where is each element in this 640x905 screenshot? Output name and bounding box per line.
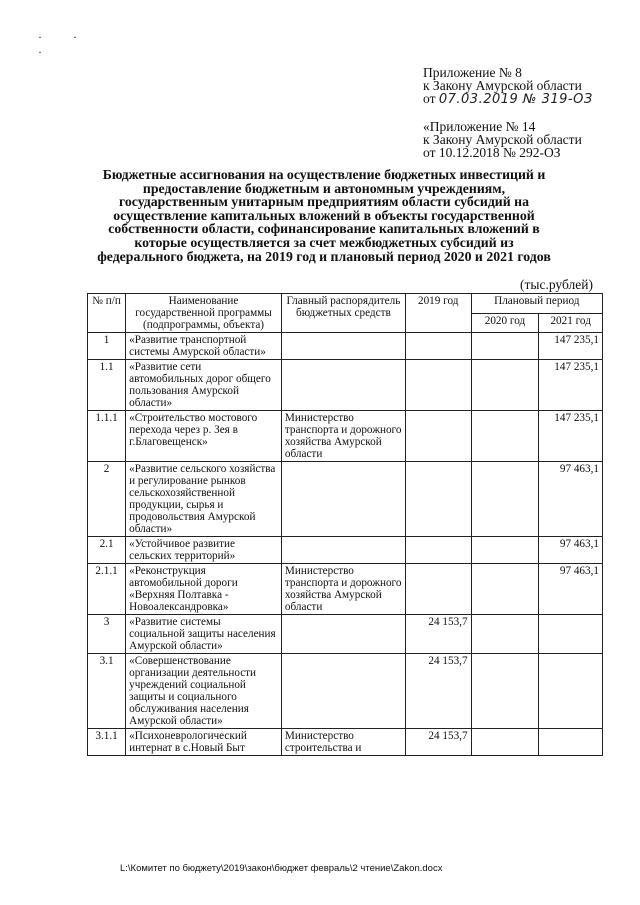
header-num: № п/п [88, 294, 126, 333]
row-2019 [405, 462, 471, 537]
row-name: «Развитие системы социальной защиты населения Амурской области» [126, 615, 282, 654]
table-row [88, 564, 603, 615]
appendix-14-date: от 10.12.2018 № 292-ОЗ [423, 145, 561, 160]
appendix-8-block [423, 66, 593, 106]
row-name: «Развитие сельского хозяйства и регулирование рынков сельскохозяйственной продукции, сырья и продовольствия Амурской области» [126, 462, 282, 537]
row-2021: 147 235,1 [539, 411, 603, 462]
scan-artifact-dots: · · · [38, 30, 91, 59]
row-2021: 97 463,1 [539, 462, 603, 537]
header-2020: 2020 год [471, 313, 539, 333]
row-2021: 97 463,1 [539, 537, 603, 564]
header-name: Наименование государственной программы (подпрограммы, объекта) [126, 294, 282, 333]
row-2021 [539, 615, 603, 654]
row-manager: Министерство транспорта и дорожного хозяйства Амурской области [281, 564, 405, 615]
appendix-8-date: от 07.03.2019 № 319-ОЗ [423, 91, 593, 107]
appendix-8-law: к Закону Амурской области [423, 78, 582, 93]
row-name: «Совершенствование организации деятельности учреждений социальной защиты и социального обслуживания населения Амурской области» [126, 654, 282, 729]
row-manager [281, 615, 405, 654]
header-2019: 2019 год [405, 294, 471, 333]
units-label: (тыс.рублей) [520, 277, 593, 292]
row-2020 [471, 411, 539, 462]
row-name: «Строительство мостового перехода через р. Зея в г.Благовещенск» [126, 411, 282, 462]
row-2020 [471, 564, 539, 615]
document-title: Бюджетные ассигнования на осуществление бюджетных инвестиций и предоставление бюджетным и автономным учреждениям, государственным унитарным предприятиям области субсидий на осуществление капитальных вложений в объекты государственной собственности области, софинансирование капитальных вложений в которые осуществляется за счет межбюджетных субсидий из федерального бюджета, на 2019 год и плановый период 2020 и 2021 годов [97, 167, 551, 264]
header-2021: 2021 год [539, 313, 603, 333]
row-num: 3.1 [88, 654, 126, 729]
table-row [88, 411, 603, 462]
row-2021: 147 235,1 [539, 360, 603, 411]
row-num: 3.1.1 [88, 729, 126, 756]
file-path-footer: L:\Комитет по бюджету\2019\закон\бюджет февраль\2 чтение\Zakon.docx [120, 863, 443, 874]
row-2019 [405, 360, 471, 411]
row-manager: Министерство транспорта и дорожного хозяйства Амурской области [281, 411, 405, 462]
table-row [88, 729, 603, 756]
row-2019 [405, 537, 471, 564]
table-row [88, 360, 603, 411]
row-2020 [471, 729, 539, 756]
table-row [88, 537, 603, 564]
table-row [88, 615, 603, 654]
appendix-14-block [423, 120, 582, 159]
row-num: 2.1.1 [88, 564, 126, 615]
row-name: «Реконструкция автомобильной дороги «Верхняя Полтавка - Новоалександровка» [126, 564, 282, 615]
appendix-14-title: «Приложение № 14 [423, 119, 536, 134]
appendix-14-law: к Закону Амурской области [423, 132, 582, 147]
row-num: 3 [88, 615, 126, 654]
row-2021 [539, 729, 603, 756]
row-2020 [471, 333, 539, 360]
row-2019: 24 153,7 [405, 729, 471, 756]
row-2019 [405, 411, 471, 462]
row-num: 2 [88, 462, 126, 537]
row-name: «Психоневрологический интернат в с.Новый Быт [126, 729, 282, 756]
row-manager [281, 333, 405, 360]
row-2019: 24 153,7 [405, 615, 471, 654]
row-2020 [471, 462, 539, 537]
header-manager: Главный распорядитель бюджетных средств [281, 294, 405, 333]
row-2020 [471, 654, 539, 729]
row-num: 2.1 [88, 537, 126, 564]
header-planned-period: Плановый период [471, 294, 602, 314]
row-name: «Устойчивое развитие сельских территорий» [126, 537, 282, 564]
table-row [88, 333, 603, 360]
row-2020 [471, 360, 539, 411]
row-manager [281, 537, 405, 564]
row-2020 [471, 615, 539, 654]
appendix-8-title: Приложение № 8 [423, 65, 522, 80]
row-2021: 147 235,1 [539, 333, 603, 360]
row-2019: 24 153,7 [405, 654, 471, 729]
row-2019 [405, 564, 471, 615]
table-row [88, 654, 603, 729]
row-name: «Развитие транспортной системы Амурской области» [126, 333, 282, 360]
row-manager [281, 360, 405, 411]
row-name: «Развитие сети автомобильных дорог общего пользования Амурской области» [126, 360, 282, 411]
budget-table [87, 293, 603, 756]
row-num: 1.1 [88, 360, 126, 411]
row-2021 [539, 654, 603, 729]
handwritten-date: 07.03.2019 № 319-ОЗ [438, 92, 593, 107]
row-manager: Министерство строительства и [281, 729, 405, 756]
row-2020 [471, 537, 539, 564]
row-manager [281, 654, 405, 729]
row-2019 [405, 333, 471, 360]
row-num: 1 [88, 333, 126, 360]
table-row [88, 462, 603, 537]
row-num: 1.1.1 [88, 411, 126, 462]
row-manager [281, 462, 405, 537]
row-2021: 97 463,1 [539, 564, 603, 615]
